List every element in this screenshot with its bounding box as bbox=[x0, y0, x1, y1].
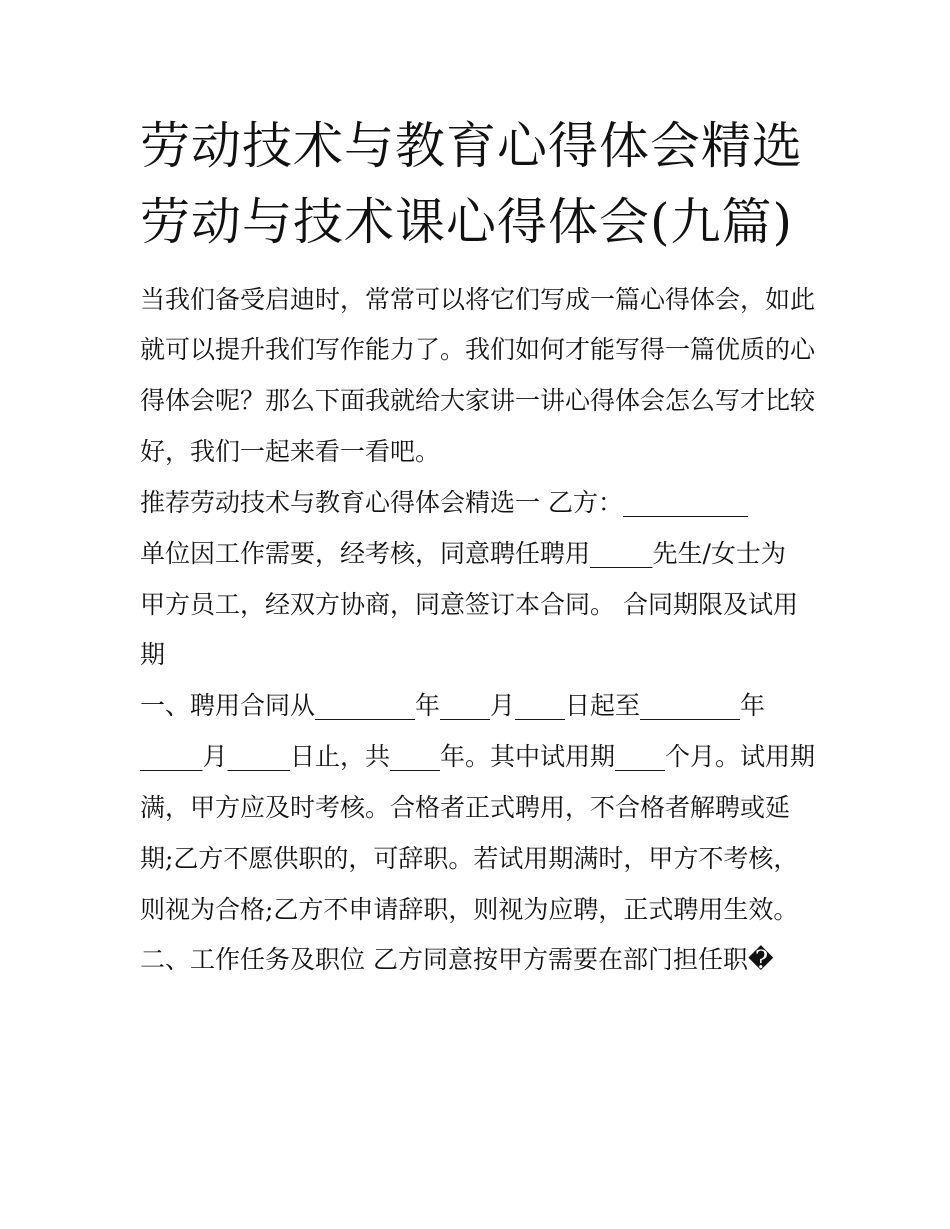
body-line-4: 好，我们一起来看一看吧。 bbox=[140, 437, 441, 466]
body-line-5: 推荐劳动技术与教育心得体会精选一 乙方：__________ bbox=[140, 488, 748, 517]
body-line-14: 二、工作任务及职位 乙方同意按甲方需要在部门担任职� bbox=[140, 945, 774, 974]
body-line-6: 单位因工作需要，经考核，同意聘任聘用_____先生/女士为 bbox=[140, 539, 786, 568]
body-line-3: 得体会呢？那么下面我就给大家讲一讲心得体会怎么写才比较 bbox=[140, 386, 816, 415]
body-line-7: 甲方员工，经双方协商，同意签订本合同。 合同期限及试用 bbox=[140, 590, 798, 619]
body-line-12: 期;乙方不愿供职的，可辞职。若试用期满时，甲方不考核， bbox=[140, 844, 799, 873]
body-line-13: 则视为合格;乙方不申请辞职，则视为应聘，正式聘用生效。 bbox=[140, 895, 799, 924]
body-line-10: _____月_____日止，共____年。其中试用期____个月。试用期 bbox=[140, 742, 816, 771]
body-line-8: 期 bbox=[140, 640, 166, 669]
body-line-9: 一、聘用合同从________年____月____日起至________年 bbox=[140, 691, 766, 720]
body-line-11: 满，甲方应及时考核。合格者正式聘用，不合格者解聘或延 bbox=[140, 793, 791, 822]
document-title-line-2: 劳动与技术课心得体会(九篇) bbox=[140, 193, 794, 251]
body-line-2: 就可以提升我们写作能力了。我们如何才能写得一篇优质的心 bbox=[140, 335, 816, 364]
body-line-1: 当我们备受启迪时，常常可以将它们写成一篇心得体会，如此 bbox=[140, 285, 816, 314]
document-title-line-1: 劳动技术与教育心得体会精选 bbox=[140, 117, 803, 175]
